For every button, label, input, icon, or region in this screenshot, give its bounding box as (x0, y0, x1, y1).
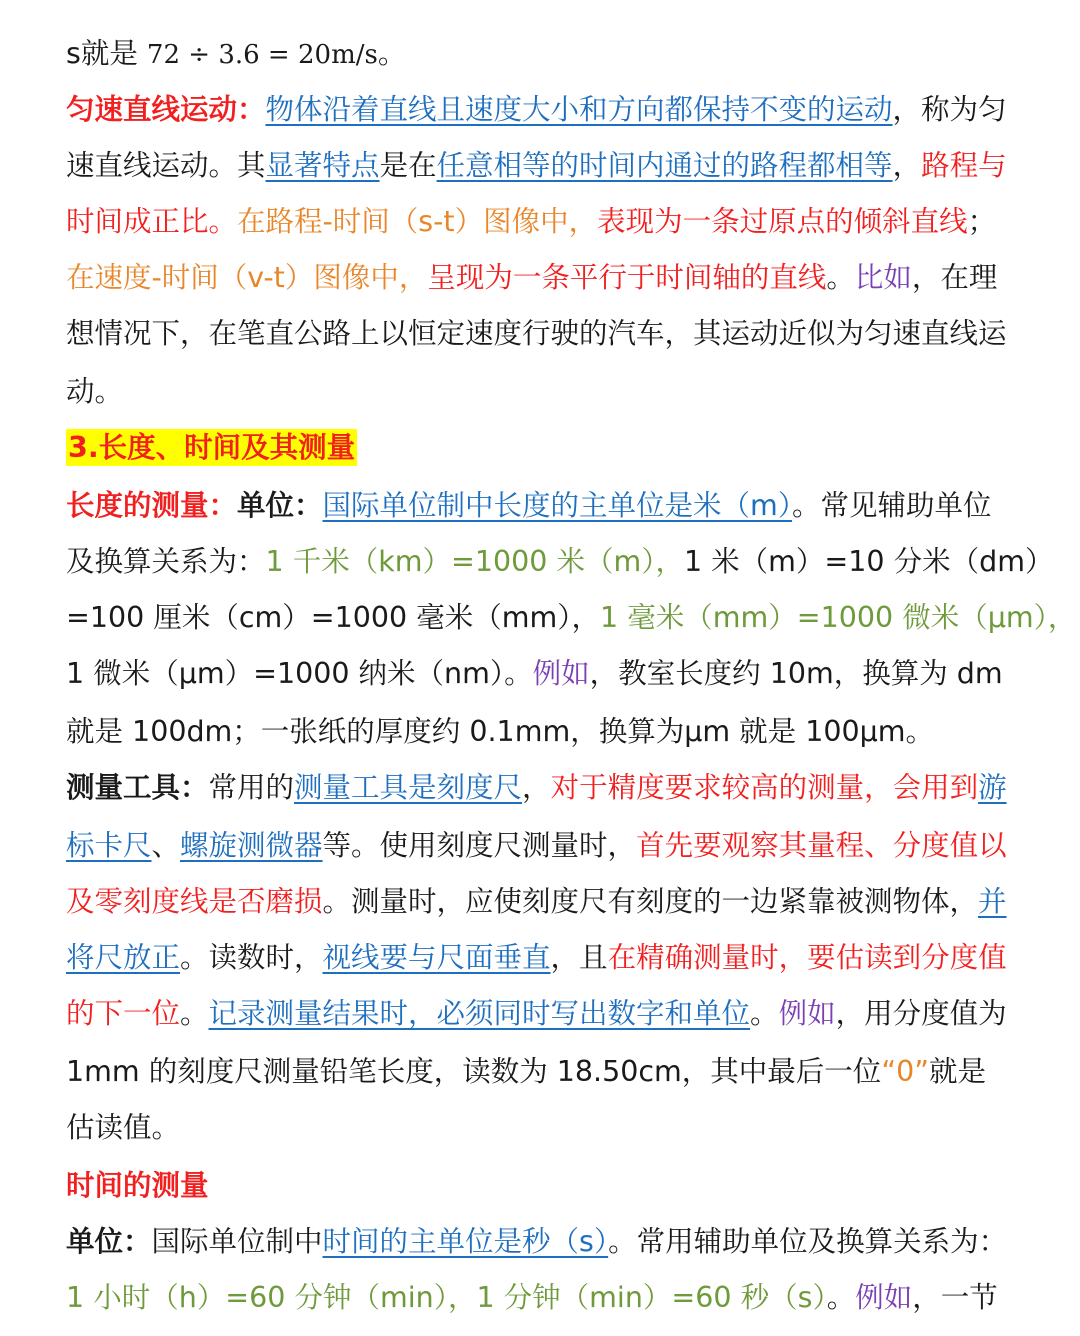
paragraph-line: =100 厘米（cm）=1000 毫米（mm），1 毫米（mm）=1000 微米（μm）， (66, 601, 1077, 634)
underlined-text: 记录测量结果时，必须同时写出数字和单位 (208, 997, 751, 1030)
term-heading: 长度的测量： (66, 489, 238, 522)
paragraph-line: 1 小时（h）=60 分钟（min），1 分钟（min）=60 秒（s）。例如，一节 (66, 1281, 998, 1314)
underlined-text: 显著特点 (265, 149, 380, 182)
underlined-text: 物体沿着直线且速度大小和方向都保持不变的运动 (265, 93, 893, 126)
underlined-text: 螺旋测微器 (180, 829, 323, 862)
paragraph-line: 长度的测量：单位：国际单位制中长度的主单位是米（m）。常见辅助单位 (66, 489, 992, 522)
term-heading: 匀速直线运动： (66, 93, 266, 126)
underlined-text: 测量工具是刻度尺 (294, 771, 523, 804)
paragraph-line: 测量工具：常用的测量工具是刻度尺，对于精度要求较高的测量，会用到游 (66, 771, 1007, 804)
underlined-text: 视线要与尺面垂直 (322, 941, 551, 974)
highlighted-heading: 3.长度、时间及其测量 (68, 431, 356, 464)
paragraph-line: 1 微米（μm）=1000 纳米（nm）。例如，教室长度约 10m，换算为 dm (66, 657, 1003, 690)
paragraph-line: 单位：国际单位制中时间的主单位是秒（s）。常用辅助单位及换算关系为： (66, 1225, 1008, 1258)
underlined-text: 时间的主单位是秒（s） (322, 1225, 609, 1258)
paragraph-line: 动。 (66, 375, 124, 408)
paragraph-line: 在速度-时间（v-t）图像中，呈现为一条平行于时间轴的直线。比如，在理 (66, 261, 998, 294)
term-heading: 单位： (66, 1225, 152, 1258)
underlined-text: 将尺放正 (66, 941, 181, 974)
subsection-heading: 时间的测量 (66, 1169, 209, 1202)
underlined-text: 游 (978, 771, 1007, 804)
underlined-text: 标卡尺 (66, 829, 152, 862)
paragraph-line: 标卡尺、螺旋测微器等。使用刻度尺测量时，首先要观察其量程、分度值以 (66, 829, 1007, 862)
formula: 72 ÷ 3.6 = 20m/s (146, 40, 378, 70)
paragraph-line: 1mm 的刻度尺测量铅笔长度，读数为 18.50cm，其中最后一位“0”就是 (66, 1055, 986, 1088)
underlined-text: 并 (978, 885, 1007, 918)
paragraph-line: 就是 100dm；一张纸的厚度约 0.1mm，换算为μm 就是 100μm。 (66, 715, 935, 748)
underlined-text: 任意相等的时间内通过的路程都相等 (436, 149, 893, 182)
paragraph-line: 时间成正比。在路程-时间（s-t）图像中，表现为一条过原点的倾斜直线； (66, 205, 997, 238)
section-heading (66, 428, 1026, 468)
paragraph-line: 匀速直线运动：物体沿着直线且速度大小和方向都保持不变的运动，称为匀 (66, 93, 1007, 126)
paragraph-line: 及零刻度线是否磨损。测量时，应使刻度尺有刻度的一边紧靠被测物体，并 (66, 885, 1007, 918)
paragraph-line: 及换算关系为：1 千米（km）=1000 米（m），1 米（m）=10 分米（dm） (66, 545, 1054, 578)
paragraph-line: 想情况下，在笔直公路上以恒定速度行驶的汽车，其运动近似为匀速直线运 (66, 317, 1007, 350)
paragraph-line: 速直线运动。其显著特点是在任意相等的时间内通过的路程都相等，路程与 (66, 149, 1007, 182)
underlined-text: 国际单位制中长度的主单位是米（m） (322, 489, 793, 522)
paragraph-line: 估读值。 (66, 1111, 181, 1144)
term-heading: 测量工具： (66, 771, 209, 804)
paragraph-line: 的下一位。记录测量结果时，必须同时写出数字和单位。例如，用分度值为 (66, 997, 1007, 1030)
paragraph-line: s就是 72 ÷ 3.6 = 20m/s。 (66, 37, 407, 70)
paragraph-line: 将尺放正。读数时，视线要与尺面垂直，且在精确测量时，要估读到分度值 (66, 941, 1007, 974)
